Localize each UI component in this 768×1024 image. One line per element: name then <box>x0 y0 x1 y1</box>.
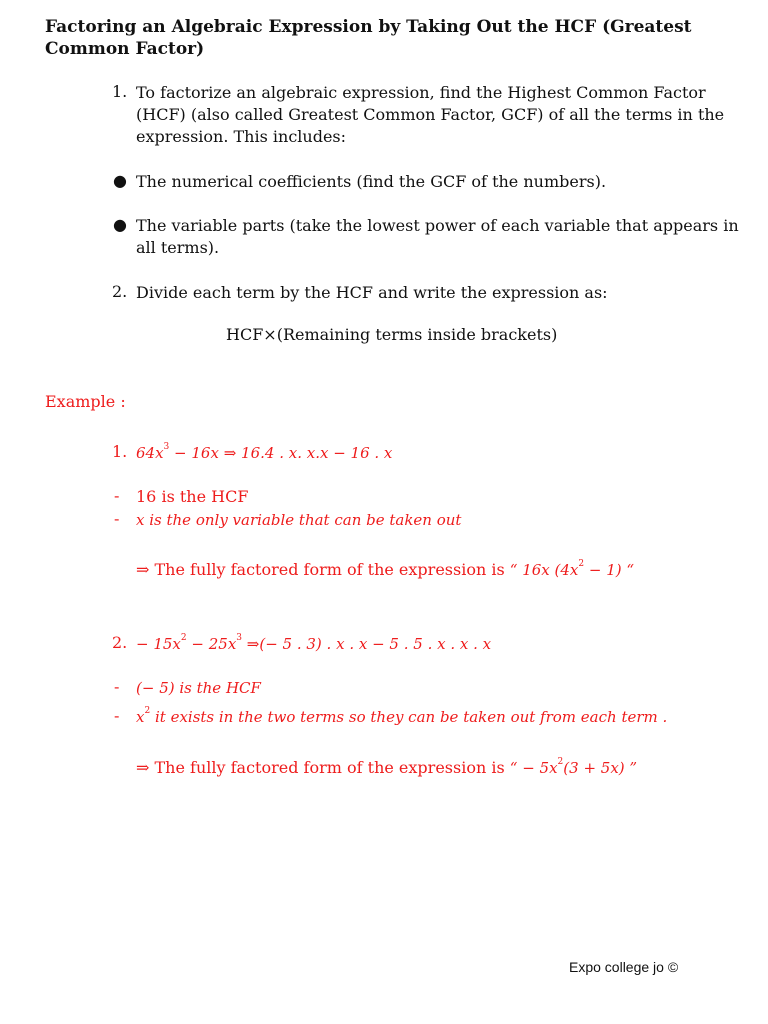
example1-note2-dash: - <box>114 509 120 528</box>
bullet-icon: ● <box>113 215 127 234</box>
step2-formula: HCF×(Remaining terms inside brackets) <box>226 325 558 344</box>
page-title-line1: Factoring an Algebraic Expression by Taking Out the HCF (Greatest <box>45 17 692 37</box>
example-label: Example : <box>45 392 126 411</box>
example2-expression: − $15x^2 - 25x^3$ ⇒(− 5 . 3) . x . x − 5 . 5 . x . x . x <box>136 633 492 653</box>
example2-result-prefix: ⇒ The fully factored form of the expression is <box>136 758 505 777</box>
example2-number: 2. <box>112 633 128 652</box>
step2-number: 2. <box>112 282 128 301</box>
step2-text: Divide each term by the HCF and write the expression as: <box>136 283 608 302</box>
example2-note2-dash: - <box>114 706 120 725</box>
bullet-icon: ● <box>113 171 127 190</box>
example2-result <box>136 757 637 779</box>
example2-note1-dash: - <box>114 677 120 696</box>
example1-result-expr: “ 16x $(4x^2 - 1)$ “ <box>509 559 635 579</box>
footer-copyright: Expo college jo © <box>569 959 679 975</box>
example1-note2: x is the only variable that can be taken out <box>136 511 462 529</box>
step1-number: 1. <box>112 82 128 101</box>
example1-note1: 16 is the HCF <box>136 487 249 506</box>
example1-result <box>136 559 634 581</box>
example1-result-prefix: ⇒ The fully factored form of the expression is <box>136 560 505 579</box>
example1-number: 1. <box>112 442 128 461</box>
bullet2-text-line2: all terms). <box>136 238 220 257</box>
example2-note1: (− 5) is the HCF <box>136 679 261 697</box>
bullet2-text-line1: The variable parts (take the lowest power of each variable that appears in <box>136 216 739 235</box>
step1-text-line2: (HCF) (also called Greatest Common Factor, GCF) of all the terms in the <box>136 105 725 124</box>
example1-expression: $64x^3 - 16x$ ⇒ 16.4 . x. x.x − 16 . x <box>136 442 393 462</box>
bullet1-text: The numerical coefficients (find the GCF of the numbers). <box>136 172 607 191</box>
page-title-line2: Common Factor) <box>45 39 205 59</box>
example1-note1-dash: - <box>114 486 120 505</box>
step1-text-line1: To factorize an algebraic expression, find the Highest Common Factor <box>136 83 706 102</box>
step1-text-line3: expression. This includes: <box>136 127 347 146</box>
example2-note2: $x^2$ it exists in the two terms so they can be taken out from each term . <box>136 706 668 726</box>
example2-result-expr: “ − $5x^2(3 + 5x)$ ” <box>509 757 638 777</box>
